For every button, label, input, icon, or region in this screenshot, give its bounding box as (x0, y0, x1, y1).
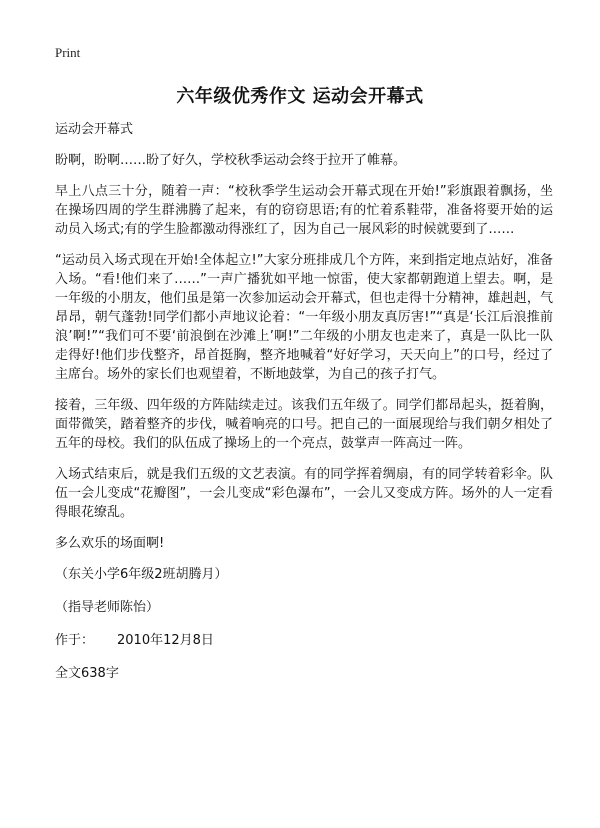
paragraph-3: “运动员入场式现在开始!全体起立!”大家分班排成几个方阵，来到指定地点站好，准备入场。“看!他们来了……”一声广播犹如平地一惊雷，使大家都朝跑道上望去。啊，是一年级的小朋友，他们虽是第一次参加运动会开幕式，但也走得十分精神，雄赳赳，气昂昂，朝气蓬勃!同学们都小声地议论着：“一年级小朋友真厉害!”“真是‘长江后浪推前浪’啊!”“我们可不要‘前浪倒在沙滩上’啊!”二年级的小朋友也走来了，真是一队比一队走得好!他们步伐整齐，昂首挺胸，整齐地喊着“好好学习，天天向上”的口号，经过了主席台。场外的家长们也观望着，不断地鼓掌，为自己的孩子打气。 (55, 253, 553, 382)
article-body (55, 120, 553, 697)
print-link[interactable]: Print (55, 45, 81, 60)
word-count: 全文638字 (55, 666, 119, 681)
paragraph-5: 入场式结束后，就是我们五级的文艺表演。有的同学挥着绸扇，有的同学转着彩伞。队伍一会儿变成“花瓣图”，一会儿变成“彩色瀑布”，一会儿又变成方阵。场外的人一定看得眼花缭乱。 (55, 467, 553, 520)
article-title: 六年级优秀作文 运动会开幕式 (176, 86, 424, 107)
school-line: （东关小学6年级2班胡腾月） (55, 567, 228, 582)
date-label: 作于： (55, 633, 95, 648)
paragraph-2: 早上八点三十分，随着一声：“校秋季学生运动会开幕式现在开始!”彩旗跟着飘扬，坐在操场四周的学生群沸腾了起来，有的窃窃思语;有的忙着系鞋带，准备将要开始的运动员入场式;有的学生脸都激动得涨红了，因为自己一展风彩的时候就要到了…… (55, 184, 553, 237)
teacher-line: （指导老师陈怡） (55, 600, 160, 615)
paragraph-4: 接着，三年级、四年级的方阵陆续走过。该我们五年级了。同学们都昂起头，挺着胸，面带微笑，踏着整齐的步伐，喊着响亮的口号。把自己的一面展现给与我们朝夕相处了五年的母校。我们的队伍成了操场上的一个亮点，鼓掌声一阵高过一阵。 (55, 398, 553, 451)
date-value: 2010年12月8日 (117, 633, 214, 648)
paragraph-6: 多么欢乐的场面啊! (55, 536, 165, 551)
article-subtitle: 运动会开幕式 (55, 122, 134, 137)
date-line (55, 631, 553, 650)
paragraph-1: 盼啊，盼啊……盼了好久，学校秋季运动会终于拉开了帷幕。 (55, 153, 407, 168)
